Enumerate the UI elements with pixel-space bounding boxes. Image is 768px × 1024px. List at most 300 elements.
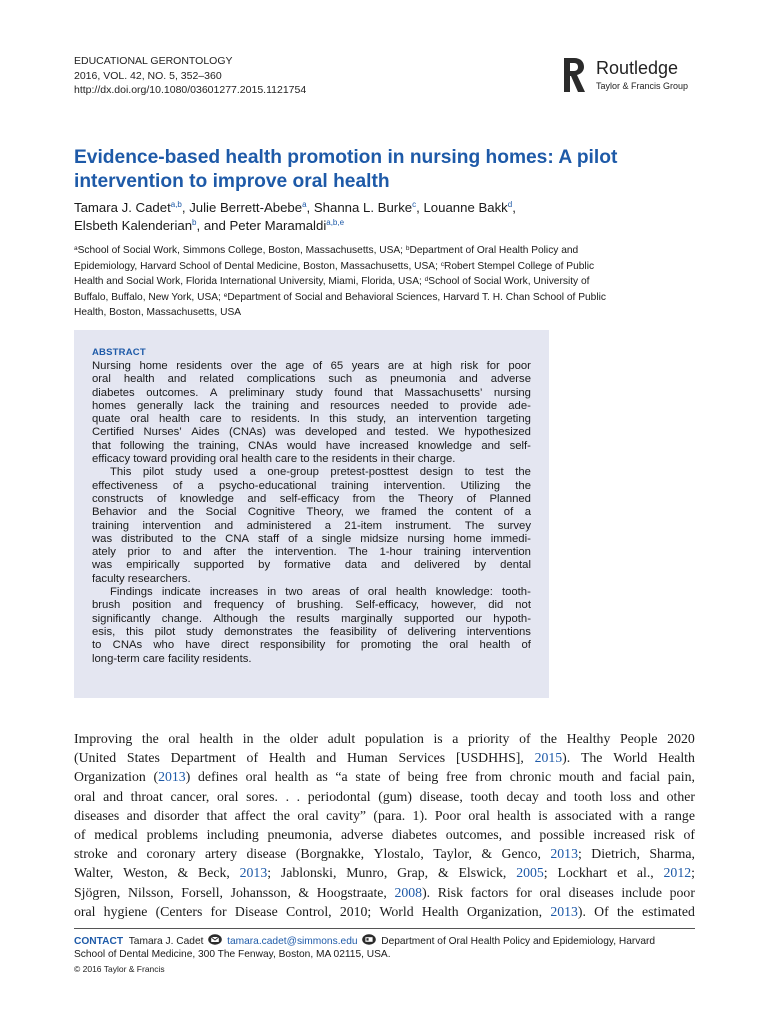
citation-link[interactable]: 2015 [534,750,563,766]
citation-link[interactable]: 2012 [663,865,692,881]
body-word [651,806,657,825]
abstract-word: Planned [489,492,531,505]
abstract-word: that [374,386,393,399]
body-text-fragment: poor [669,884,695,900]
abstract-word: for [486,360,500,372]
abstract-word: Although [213,612,258,625]
body-line [74,844,695,863]
body-text-fragment: ( [153,769,159,785]
abstract-word: feasibility [330,625,377,638]
body-word [207,825,259,844]
abstract-line [92,440,531,453]
body-text-fragment: in [242,731,254,746]
abstract-word: a [249,466,256,479]
body-text-fragment: Of [594,903,609,919]
body-word [388,767,400,786]
abstract-word: health [159,413,190,426]
abstract-word: the [269,612,286,625]
body-word [211,902,227,921]
abstract-word: empirically [126,559,180,572]
contact-label: CONTACT [74,936,124,947]
abstract-word: training, [198,439,239,452]
abstract-word: prior [127,546,151,559]
body-text-fragment: Grap, [397,865,429,881]
body-word [471,883,509,902]
abstract-word: their [392,453,418,466]
abstract-word: of [156,492,167,505]
body-text-fragment: cancer, [170,788,210,804]
body-word [433,844,472,863]
abstract-word: supported [193,559,245,572]
abstract-word: we [355,506,370,519]
body-text-fragment: 2010; [339,903,372,919]
body-line [74,825,695,844]
abstract-word: results [296,612,330,625]
body-word [240,863,271,882]
body-word [649,844,695,863]
body-word [684,825,696,844]
body-word [668,767,695,786]
body-word [507,787,539,806]
abstract-word: training [251,399,290,412]
body-text-fragment: problems [146,827,198,843]
body-word [617,902,634,921]
body-text-fragment: World [379,903,414,919]
body-text-fragment: mouth [558,769,595,785]
author-affiliation-marker: a,b [170,200,182,209]
abstract-word: efficacy [92,453,134,466]
abstract-word: at [412,360,423,372]
abstract-word: an [396,413,409,426]
body-text-fragment: oral [217,788,239,804]
abstract-word: for [336,639,350,652]
body-text-fragment: Walter, [74,865,114,881]
body-text-fragment: & [177,865,189,881]
body-text-fragment: and [126,807,147,823]
abstract-line [92,573,531,586]
body-text-fragment: Taylor, [433,846,472,862]
body-text-fragment: (Centers [155,903,203,919]
body-word [540,729,557,748]
body-text-fragment: & [481,846,493,862]
body-text-fragment: Dietrich, [591,846,640,862]
body-text-fragment: Healthy [566,731,611,746]
body-word [156,902,203,921]
abstract-word: the [200,532,217,545]
abstract-word: years [351,360,380,372]
abstract-word: residents. [202,652,252,665]
body-word [394,883,430,902]
citation-link[interactable]: 2008 [394,884,423,900]
body-word [316,748,336,767]
body-text-fragment: tooth [573,788,603,804]
author-affiliation-marker: a [302,200,307,209]
body-word [664,806,695,825]
body-word [374,844,424,863]
abstract-word: training [331,479,369,492]
affiliation-line [74,259,694,275]
body-text-fragment: chronic [509,769,552,785]
body-text-fragment: Jablonski, [280,865,337,881]
abstract-word: test [485,466,504,479]
abstract-line [92,506,531,519]
abstract-word: was [275,426,296,439]
author-name: Louanne Bakk [423,200,508,215]
body-text-fragment: defines [198,769,238,785]
author-affiliation-marker: d [507,200,513,209]
abstract-word: a [197,479,204,492]
body-word [613,748,647,767]
abstract-line [92,533,531,546]
citation-link[interactable]: 2013 [158,769,186,785]
citation-link[interactable]: 2005 [516,865,544,881]
abstract-word: and [247,492,267,505]
abstract-word: following [120,439,165,452]
abstract-word: nursing [407,532,445,545]
abstract-word: marginally [341,612,393,625]
body-word [379,902,413,921]
body-word [397,863,428,882]
body-word [519,729,531,748]
body-word [74,767,146,786]
body-text-fragment: Improving [74,731,133,746]
abstract-word: targeting [486,413,531,426]
body-text-fragment: associated [554,807,612,823]
body-text-fragment: disease [246,846,287,862]
abstract-word: to [161,546,172,559]
body-text-fragment: health [497,807,531,823]
citation-link[interactable]: 2013 [239,865,268,881]
abstract-word: the [225,399,241,412]
copyright-notice: © 2016 Taylor & Francis [74,964,165,974]
abstract-word: intervention. [383,479,446,492]
abstract-word: care [142,652,168,665]
abstract-word: facility [167,652,203,665]
abstract-word: generally [137,399,183,412]
body-text-fragment: Elswick, [458,865,507,881]
abstract-line [92,466,531,479]
author-list [74,199,694,235]
abstract-word: pneumonia [390,373,446,386]
abstract-word: oral [130,413,150,426]
body-word [591,844,640,863]
body-word [128,883,174,902]
body-text-fragment: disease, [419,788,463,804]
author-name: Tamara J. Cadet [74,200,171,215]
body-word [654,825,675,844]
abstract-line [92,626,531,639]
abstract-word: significantly [92,612,151,625]
body-word [458,863,506,882]
body-word [446,767,467,786]
body-text-fragment: Johansson, [230,884,291,900]
email-icon [208,934,222,945]
abstract-word: Massachusetts’ [404,386,483,399]
abstract-word: and [481,439,501,452]
citation-link[interactable]: 2013 [550,846,578,862]
body-text-fragment: ) [185,769,191,785]
abstract-word: brushing. [296,599,344,612]
author-separator: , [512,200,516,215]
abstract-word: Utilizing [460,479,501,492]
body-word [217,787,238,806]
body-word [269,748,306,767]
body-text-fragment: cavity” [326,807,366,823]
abstract-word: psycho-educational [219,479,317,492]
abstract-word: position [132,599,172,612]
abstract-word: such [328,373,353,386]
abstract-word: from [352,492,376,505]
body-text-fragment: free [446,769,468,785]
body-word [199,729,233,748]
abstract-word: providing [170,453,220,466]
journal-name: EDUCATIONAL GERONTOLOGY [74,55,233,67]
abstract-word: The [464,519,485,532]
abstract-word: pretest-posttest [330,466,409,479]
abstract-word: study [295,386,323,399]
body-text-fragment: oral [168,731,190,746]
abstract-word: quate [92,413,121,426]
body-text-fragment: a [452,731,459,746]
body-text-fragment: facial [629,769,661,785]
abstract-word: and [167,373,187,386]
abstract-line [92,520,531,533]
abstract-word: of [349,586,359,599]
abstract-word: in [267,586,277,599]
abstract-word: by [474,559,487,572]
doi-link[interactable]: http://dx.doi.org/10.1080/03601277.2015.1121754 [74,84,307,96]
abstract-word: knowledge: [435,586,493,599]
body-line [74,748,695,767]
abstract-word: staff [257,532,280,545]
body-text-fragment: al., [636,865,654,881]
publisher-logo [562,56,712,96]
citation-link[interactable]: 2013 [550,903,578,919]
body-word [117,844,137,863]
abstract-word: tested. [394,426,429,439]
abstract-line [92,373,531,386]
abstract-word: training [423,546,461,559]
abstract-word: the [515,479,531,492]
body-word [621,883,662,902]
abstract-word: 65 [330,360,344,372]
affiliation-marker: e [223,291,228,299]
abstract-word: intervention [472,546,531,559]
body-word [103,787,123,806]
body-text-fragment: and [103,788,124,804]
body-text-fragment: . [285,788,290,804]
body-text-fragment: ). [577,903,586,919]
body-text-fragment: stroke [74,846,108,862]
body-text-fragment: affect [234,807,266,823]
abstract-word: direct [221,639,249,652]
body-word [550,902,586,921]
body-text-fragment: Weston, [123,865,168,881]
abstract-word: by [258,559,271,572]
author-line [74,217,694,235]
body-line [74,767,695,786]
abstract-word: promoting [360,639,412,652]
abstract-word: after [213,546,237,559]
body-text-fragment: including [206,827,259,843]
abstract-word: Aides [191,426,220,439]
abstract-word: oral [367,586,387,599]
abstract-word: (CNAs) [228,426,266,439]
affiliation-text: School of Social Work, University of [428,276,590,287]
body-word [198,767,238,786]
body-word [378,787,412,806]
abstract-word: training [92,519,130,532]
abstract-word: of [312,360,323,372]
body-text-fragment: periodontal [307,788,371,804]
body-word [355,767,380,786]
abstract-word: over [230,360,253,372]
body-text-fragment: Organization [74,769,146,785]
body-word [123,863,168,882]
body-word [296,844,364,863]
body-word [456,748,524,767]
abstract-word: knowledge [179,492,234,505]
abstract-word: dental [500,559,531,572]
abstract-word: interventions [466,625,531,638]
journal-header [74,54,306,98]
abstract-word: resources [330,399,380,412]
body-word [510,767,551,786]
body-word [516,863,547,882]
body-text-fragment: tooth [470,788,499,804]
body-word [422,902,459,921]
abstract-word: charge. [417,453,456,466]
abstract-word: indicate [161,586,201,599]
contact-name: Tamara J. Cadet [128,936,204,947]
body-text-fragment: Disease [234,903,278,919]
abstract-word: used [213,466,239,479]
body-word [574,787,602,806]
body-word [413,806,428,825]
body-word [617,863,627,882]
body-word [373,806,405,825]
abstract-word: did [488,599,504,612]
body-text-fragment: state [355,769,381,785]
body-text-fragment: Beck, [198,865,230,881]
abstract-word: Self-efficacy, [355,599,420,612]
body-text-fragment: include [621,884,663,900]
author-affiliation-marker: c [412,200,417,209]
body-text-fragment: diabetes [391,827,437,843]
body-word [74,883,120,902]
body-text-fragment: and [510,827,531,843]
contact-email-link[interactable]: tamara.cadet@simmons.edu [227,936,358,947]
body-text-fragment: and [117,846,138,862]
abstract-box [74,330,549,698]
body-word [539,825,584,844]
abstract-word: In [309,413,320,426]
body-text-fragment: Hoogstraate, [316,884,387,900]
body-text-fragment: (United [74,750,117,766]
abstract-word: change. [161,612,202,625]
abstract-word: CNA [225,532,250,545]
abstract-word: study, [356,413,387,426]
body-word [298,883,309,902]
body-text-fragment: hygiene [103,903,148,919]
body-text-fragment: The [580,750,603,766]
body-text-fragment: is [433,731,443,746]
abstract-word: oral [219,453,242,466]
body-word [286,787,289,806]
body-text-fragment: Services [398,750,446,766]
body-word [308,787,371,806]
abstract-word: care [199,413,222,426]
abstract-word: responsibility [259,639,326,652]
body-word [297,787,300,806]
body-word [438,883,463,902]
body-text-fragment: (Borgnakke, [295,846,365,862]
body-text-fragment: of [683,827,695,843]
body-word [581,748,602,767]
abstract-word: Certified [92,426,135,439]
body-word [620,729,658,748]
body-text-fragment: and [601,769,622,785]
publisher-subtitle: Taylor & Francis Group [596,81,689,91]
body-line [74,806,695,825]
affiliation-text: School of Social Work, Simmons College, Boston, Massachusetts, USA; [77,245,406,256]
abstract-line [92,453,531,466]
body-word [146,844,195,863]
body-text-fragment: “a [335,769,348,785]
body-word [446,825,502,844]
body-text-fragment: Ylostalo, [373,846,424,862]
body-text-fragment: diseases [74,807,120,823]
abstract-word: not [515,599,531,612]
abstract-word: ade- [508,399,531,412]
body-word [74,902,95,921]
body-text-fragment: population [364,731,424,746]
abstract-word: complications [246,373,316,386]
affiliation-line [74,290,694,306]
abstract-word: frequency [213,599,264,612]
abstract-word: survey [497,519,531,532]
body-text-fragment: World [613,750,648,766]
body-text-fragment: of [519,731,531,746]
body-word [642,902,695,921]
body-text-fragment: Poor [434,807,461,823]
abstract-word: of [275,599,285,612]
abstract-word: and [366,426,386,439]
abstract-word: and [148,506,167,519]
body-word [74,863,113,882]
abstract-word: delivered [414,559,460,572]
abstract-word: was [92,559,113,572]
abstract-word: of [387,625,397,638]
body-word [593,825,645,844]
abstract-word: pilot [154,625,176,638]
abstract-word: toward [133,453,171,466]
abstract-word: content [455,506,493,519]
body-text-fragment: adverse [340,827,384,843]
affiliation-text: Buffalo, Buffalo, New York, USA; [74,291,224,303]
abstract-line [92,653,531,666]
abstract-word: intervention [418,413,477,426]
body-text-fragment: medical [94,827,138,843]
body-text-fragment: ; [267,865,272,881]
author-separator: , and [196,218,230,233]
body-text-fragment: oral [74,788,96,804]
abstract-word: lack [193,399,215,412]
abstract-word: health [241,453,276,466]
body-word [398,748,445,767]
abstract-word: and [381,559,400,572]
abstract-word: knowledge [418,439,473,452]
